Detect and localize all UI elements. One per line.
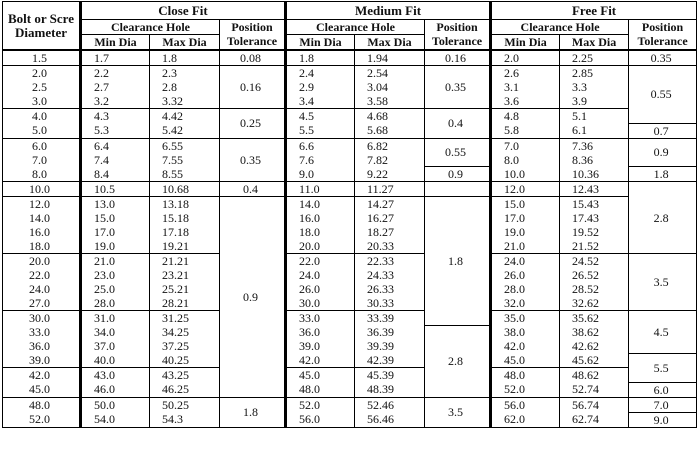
medium-position-tolerance-cell: 0.35	[425, 66, 491, 109]
bolt-diameter-cell: 22.0	[3, 268, 81, 282]
medium-max-dia-header: Max Dia	[355, 35, 425, 51]
medium-position-tolerance-cell: 0.16	[425, 50, 491, 66]
bolt-diameter-cell: 8.0	[3, 167, 81, 182]
close-min-dia-cell: 2.7	[81, 80, 150, 94]
medium-max-dia-cell: 7.82	[355, 153, 425, 167]
bolt-diameter-cell: 1.5	[3, 50, 81, 66]
free-position-tolerance-cell: 5.5	[629, 353, 697, 382]
free-max-dia-cell: 45.62	[560, 353, 629, 368]
close-max-dia-cell: 21.21	[150, 254, 220, 269]
close-position-tolerance-cell: 0.08	[220, 50, 286, 66]
medium-max-dia-cell: 22.33	[355, 254, 425, 269]
medium-max-dia-cell: 5.68	[355, 123, 425, 138]
table-row	[3, 66, 697, 81]
close-max-dia-cell: 46.25	[150, 382, 220, 397]
free-min-dia-cell: 7.0	[491, 138, 560, 153]
close-min-dia-cell: 10.5	[81, 182, 150, 197]
bolt-diameter-cell: 33.0	[3, 325, 81, 339]
close-max-dia-cell: 7.55	[150, 153, 220, 167]
free-max-dia-cell: 62.74	[560, 412, 629, 427]
medium-max-dia-cell: 36.39	[355, 325, 425, 339]
close-clearance-hole-header: Clearance Hole	[81, 20, 220, 35]
close-position-tolerance-cell: 0.9	[220, 197, 286, 398]
close-max-dia-cell: 17.18	[150, 225, 220, 239]
close-min-dia-cell: 25.0	[81, 282, 150, 296]
medium-min-dia-cell: 52.0	[286, 397, 355, 412]
medium-max-dia-cell: 11.27	[355, 182, 425, 197]
close-min-dia-cell: 15.0	[81, 211, 150, 225]
close-min-dia-cell: 7.4	[81, 153, 150, 167]
close-min-dia-cell: 2.2	[81, 66, 150, 81]
medium-max-dia-cell: 20.33	[355, 239, 425, 254]
table-row	[3, 412, 697, 427]
medium-min-dia-cell: 2.9	[286, 80, 355, 94]
medium-max-dia-cell: 52.46	[355, 397, 425, 412]
close-max-dia-cell: 10.68	[150, 182, 220, 197]
clearance-hole-table	[2, 1, 697, 428]
medium-max-dia-cell: 30.33	[355, 296, 425, 311]
table-header	[3, 2, 697, 51]
close-max-dia-cell: 2.8	[150, 80, 220, 94]
medium-max-dia-cell: 14.27	[355, 197, 425, 212]
table-row	[3, 339, 697, 353]
table-row	[3, 382, 697, 397]
table-row	[3, 268, 697, 282]
free-max-dia-cell: 24.52	[560, 254, 629, 269]
close-min-dia-cell: 37.0	[81, 339, 150, 353]
free-min-dia-cell: 2.6	[491, 66, 560, 81]
bolt-diameter-cell: 5.0	[3, 123, 81, 138]
close-max-dia-cell: 31.25	[150, 311, 220, 326]
close-max-dia-cell: 5.42	[150, 123, 220, 138]
table-row	[3, 138, 697, 153]
free-min-dia-cell: 38.0	[491, 325, 560, 339]
free-max-dia-cell: 12.43	[560, 182, 629, 197]
close-max-dia-cell: 6.55	[150, 138, 220, 153]
medium-max-dia-cell: 9.22	[355, 167, 425, 182]
medium-position-tolerance-cell	[425, 182, 491, 197]
close-position-tolerance-cell: 0.4	[220, 182, 286, 197]
table-row	[3, 182, 697, 197]
close-max-dia-cell: 8.55	[150, 167, 220, 182]
close-min-dia-cell: 8.4	[81, 167, 150, 182]
free-min-dia-cell: 2.0	[491, 50, 560, 66]
medium-min-dia-cell: 9.0	[286, 167, 355, 182]
close-min-dia-cell: 1.7	[81, 50, 150, 66]
free-max-dia-cell: 3.9	[560, 94, 629, 109]
bolt-diameter-cell: 10.0	[3, 182, 81, 197]
table-row	[3, 80, 697, 94]
medium-fit-header: Medium Fit	[286, 2, 491, 20]
medium-min-dia-cell: 7.6	[286, 153, 355, 167]
medium-min-dia-cell: 33.0	[286, 311, 355, 326]
free-max-dia-cell: 28.52	[560, 282, 629, 296]
bolt-diameter-cell: 27.0	[3, 296, 81, 311]
free-min-dia-cell: 3.6	[491, 94, 560, 109]
medium-max-dia-cell: 3.58	[355, 94, 425, 109]
free-min-dia-cell: 19.0	[491, 225, 560, 239]
medium-max-dia-cell: 24.33	[355, 268, 425, 282]
free-min-dia-cell: 8.0	[491, 153, 560, 167]
free-min-dia-cell: 5.8	[491, 123, 560, 138]
close-min-dia-cell: 31.0	[81, 311, 150, 326]
medium-min-dia-cell: 39.0	[286, 339, 355, 353]
free-max-dia-cell: 48.62	[560, 368, 629, 383]
close-max-dia-cell: 1.8	[150, 50, 220, 66]
free-min-dia-cell: 15.0	[491, 197, 560, 212]
medium-max-dia-cell: 56.46	[355, 412, 425, 427]
free-min-dia-cell: 62.0	[491, 412, 560, 427]
free-max-dia-header: Max Dia	[560, 35, 629, 51]
medium-min-dia-cell: 20.0	[286, 239, 355, 254]
page	[2, 1, 696, 473]
free-max-dia-cell: 8.36	[560, 153, 629, 167]
table-row	[3, 368, 697, 383]
close-max-dia-cell: 40.25	[150, 353, 220, 368]
table-row	[3, 239, 697, 254]
medium-max-dia-cell: 26.33	[355, 282, 425, 296]
medium-min-dia-cell: 24.0	[286, 268, 355, 282]
close-position-tolerance-cell: 0.25	[220, 109, 286, 139]
free-min-dia-cell: 3.1	[491, 80, 560, 94]
bolt-diameter-cell: 16.0	[3, 225, 81, 239]
free-min-dia-cell: 4.8	[491, 109, 560, 124]
table-row	[3, 353, 697, 368]
free-position-tolerance-cell: 1.8	[629, 167, 697, 182]
medium-max-dia-cell: 16.27	[355, 211, 425, 225]
bolt-diameter-header: Bolt or Scre Diameter	[3, 2, 81, 51]
free-max-dia-cell: 56.74	[560, 397, 629, 412]
close-max-dia-cell: 28.21	[150, 296, 220, 311]
close-max-dia-header: Max Dia	[150, 35, 220, 51]
medium-min-dia-cell: 42.0	[286, 353, 355, 368]
close-min-dia-cell: 17.0	[81, 225, 150, 239]
free-max-dia-cell: 19.52	[560, 225, 629, 239]
close-position-tolerance-cell: 0.16	[220, 66, 286, 109]
close-min-dia-cell: 43.0	[81, 368, 150, 383]
medium-min-dia-cell: 6.6	[286, 138, 355, 153]
bolt-diameter-cell: 2.0	[3, 66, 81, 81]
close-max-dia-cell: 50.25	[150, 397, 220, 412]
medium-min-dia-cell: 26.0	[286, 282, 355, 296]
free-max-dia-cell: 2.85	[560, 66, 629, 81]
free-min-dia-cell: 42.0	[491, 339, 560, 353]
table-row	[3, 254, 697, 269]
free-min-dia-header: Min Dia	[491, 35, 560, 51]
table-row	[3, 153, 697, 167]
table-row	[3, 397, 697, 412]
close-fit-header: Close Fit	[81, 2, 286, 20]
medium-min-dia-cell: 11.0	[286, 182, 355, 197]
free-max-dia-cell: 5.1	[560, 109, 629, 124]
free-min-dia-cell: 28.0	[491, 282, 560, 296]
medium-min-dia-cell: 5.5	[286, 123, 355, 138]
free-fit-header: Free Fit	[491, 2, 697, 20]
free-min-dia-cell: 48.0	[491, 368, 560, 383]
close-position-tolerance-cell: 1.8	[220, 397, 286, 427]
free-max-dia-cell: 15.43	[560, 197, 629, 212]
medium-min-dia-cell: 36.0	[286, 325, 355, 339]
medium-min-dia-cell: 22.0	[286, 254, 355, 269]
bolt-diameter-cell: 52.0	[3, 412, 81, 427]
table-row	[3, 311, 697, 326]
free-position-tolerance-cell: 6.0	[629, 382, 697, 397]
table-row	[3, 109, 697, 124]
free-position-tolerance-cell: 0.35	[629, 50, 697, 66]
close-min-dia-cell: 23.0	[81, 268, 150, 282]
free-position-tolerance-cell: 9.0	[629, 412, 697, 427]
medium-max-dia-cell: 6.82	[355, 138, 425, 153]
free-min-dia-cell: 17.0	[491, 211, 560, 225]
free-position-tolerance-cell: 2.8	[629, 182, 697, 254]
medium-min-dia-cell: 2.4	[286, 66, 355, 81]
bolt-diameter-cell: 2.5	[3, 80, 81, 94]
close-max-dia-cell: 15.18	[150, 211, 220, 225]
bolt-diameter-cell: 39.0	[3, 353, 81, 368]
table-row	[3, 123, 697, 138]
free-min-dia-cell: 21.0	[491, 239, 560, 254]
bolt-diameter-cell: 24.0	[3, 282, 81, 296]
close-max-dia-cell: 13.18	[150, 197, 220, 212]
medium-min-dia-header: Min Dia	[286, 35, 355, 51]
close-max-dia-cell: 4.42	[150, 109, 220, 124]
table-row	[3, 325, 697, 339]
table-row	[3, 296, 697, 311]
medium-clearance-hole-header: Clearance Hole	[286, 20, 425, 35]
close-max-dia-cell: 19.21	[150, 239, 220, 254]
free-min-dia-cell: 45.0	[491, 353, 560, 368]
close-min-dia-cell: 3.2	[81, 94, 150, 109]
bolt-diameter-cell: 42.0	[3, 368, 81, 383]
medium-min-dia-cell: 16.0	[286, 211, 355, 225]
medium-position-tolerance-cell: 0.55	[425, 138, 491, 167]
free-max-dia-cell: 7.36	[560, 138, 629, 153]
free-min-dia-cell: 56.0	[491, 397, 560, 412]
medium-max-dia-cell: 2.54	[355, 66, 425, 81]
close-position-tolerance-header: Position Tolerance	[220, 20, 286, 51]
free-min-dia-cell: 52.0	[491, 382, 560, 397]
close-min-dia-cell: 54.0	[81, 412, 150, 427]
medium-max-dia-cell: 42.39	[355, 353, 425, 368]
free-position-tolerance-header: Position Tolerance	[629, 20, 697, 51]
free-max-dia-cell: 52.74	[560, 382, 629, 397]
free-min-dia-cell: 12.0	[491, 182, 560, 197]
close-min-dia-cell: 46.0	[81, 382, 150, 397]
bolt-diameter-cell: 14.0	[3, 211, 81, 225]
free-position-tolerance-cell: 0.7	[629, 123, 697, 138]
close-max-dia-cell: 37.25	[150, 339, 220, 353]
table-row	[3, 225, 697, 239]
close-min-dia-cell: 19.0	[81, 239, 150, 254]
free-min-dia-cell: 24.0	[491, 254, 560, 269]
medium-position-tolerance-cell: 3.5	[425, 397, 491, 427]
free-max-dia-cell: 26.52	[560, 268, 629, 282]
close-min-dia-cell: 40.0	[81, 353, 150, 368]
medium-max-dia-cell: 48.39	[355, 382, 425, 397]
medium-max-dia-cell: 3.04	[355, 80, 425, 94]
close-max-dia-cell: 54.3	[150, 412, 220, 427]
close-position-tolerance-cell: 0.35	[220, 138, 286, 182]
bolt-diameter-cell: 30.0	[3, 311, 81, 326]
table-row	[3, 197, 697, 212]
close-min-dia-header: Min Dia	[81, 35, 150, 51]
bolt-diameter-cell: 3.0	[3, 94, 81, 109]
close-min-dia-cell: 34.0	[81, 325, 150, 339]
medium-min-dia-cell: 3.4	[286, 94, 355, 109]
medium-position-tolerance-header: Position Tolerance	[425, 20, 491, 51]
bolt-diameter-cell: 45.0	[3, 382, 81, 397]
medium-position-tolerance-cell: 2.8	[425, 325, 491, 397]
free-min-dia-cell: 35.0	[491, 311, 560, 326]
close-max-dia-cell: 3.32	[150, 94, 220, 109]
close-min-dia-cell: 21.0	[81, 254, 150, 269]
medium-min-dia-cell: 14.0	[286, 197, 355, 212]
table-row	[3, 211, 697, 225]
medium-position-tolerance-cell: 0.4	[425, 109, 491, 139]
free-max-dia-cell: 3.3	[560, 80, 629, 94]
close-min-dia-cell: 50.0	[81, 397, 150, 412]
free-position-tolerance-cell: 7.0	[629, 397, 697, 412]
medium-min-dia-cell: 45.0	[286, 368, 355, 383]
table-row	[3, 50, 697, 66]
bolt-diameter-cell: 36.0	[3, 339, 81, 353]
medium-min-dia-cell: 56.0	[286, 412, 355, 427]
free-min-dia-cell: 26.0	[491, 268, 560, 282]
close-min-dia-cell: 13.0	[81, 197, 150, 212]
table-row	[3, 167, 697, 182]
medium-min-dia-cell: 30.0	[286, 296, 355, 311]
close-max-dia-cell: 25.21	[150, 282, 220, 296]
medium-max-dia-cell: 45.39	[355, 368, 425, 383]
medium-max-dia-cell: 4.68	[355, 109, 425, 124]
free-position-tolerance-cell: 0.55	[629, 66, 697, 124]
close-max-dia-cell: 43.25	[150, 368, 220, 383]
bolt-diameter-cell: 12.0	[3, 197, 81, 212]
free-position-tolerance-cell: 3.5	[629, 254, 697, 311]
free-max-dia-cell: 10.36	[560, 167, 629, 182]
free-max-dia-cell: 21.52	[560, 239, 629, 254]
free-clearance-hole-header: Clearance Hole	[491, 20, 629, 35]
medium-position-tolerance-cell: 0.9	[425, 167, 491, 182]
bolt-diameter-cell: 6.0	[3, 138, 81, 153]
close-min-dia-cell: 6.4	[81, 138, 150, 153]
free-max-dia-cell: 35.62	[560, 311, 629, 326]
close-min-dia-cell: 5.3	[81, 123, 150, 138]
close-max-dia-cell: 2.3	[150, 66, 220, 81]
medium-max-dia-cell: 1.94	[355, 50, 425, 66]
medium-position-tolerance-cell: 1.8	[425, 197, 491, 326]
free-min-dia-cell: 32.0	[491, 296, 560, 311]
free-min-dia-cell: 10.0	[491, 167, 560, 182]
close-max-dia-cell: 34.25	[150, 325, 220, 339]
bolt-diameter-cell: 7.0	[3, 153, 81, 167]
medium-min-dia-cell: 1.8	[286, 50, 355, 66]
medium-max-dia-cell: 18.27	[355, 225, 425, 239]
medium-max-dia-cell: 39.39	[355, 339, 425, 353]
free-max-dia-cell: 38.62	[560, 325, 629, 339]
bolt-diameter-cell: 20.0	[3, 254, 81, 269]
medium-min-dia-cell: 48.0	[286, 382, 355, 397]
free-max-dia-cell: 32.62	[560, 296, 629, 311]
medium-max-dia-cell: 33.39	[355, 311, 425, 326]
bolt-diameter-cell: 4.0	[3, 109, 81, 124]
free-max-dia-cell: 42.62	[560, 339, 629, 353]
table-body	[3, 50, 697, 427]
close-min-dia-cell: 28.0	[81, 296, 150, 311]
close-max-dia-cell: 23.21	[150, 268, 220, 282]
free-max-dia-cell: 2.25	[560, 50, 629, 66]
table-row	[3, 94, 697, 109]
free-max-dia-cell: 17.43	[560, 211, 629, 225]
free-position-tolerance-cell: 0.9	[629, 138, 697, 167]
table-row	[3, 282, 697, 296]
medium-min-dia-cell: 4.5	[286, 109, 355, 124]
bolt-diameter-cell: 48.0	[3, 397, 81, 412]
bolt-diameter-cell: 18.0	[3, 239, 81, 254]
close-min-dia-cell: 4.3	[81, 109, 150, 124]
medium-min-dia-cell: 18.0	[286, 225, 355, 239]
free-position-tolerance-cell: 4.5	[629, 311, 697, 354]
free-max-dia-cell: 6.1	[560, 123, 629, 138]
